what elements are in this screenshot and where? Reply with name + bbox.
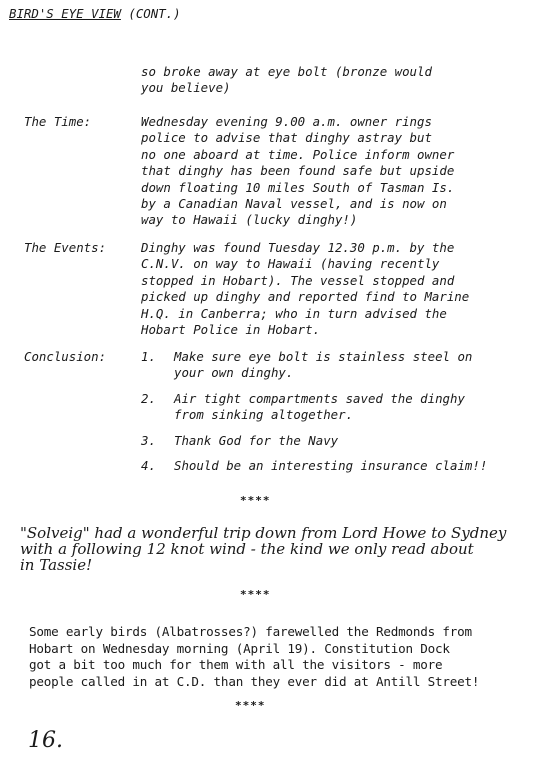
section-separator: **** <box>240 588 271 601</box>
conclusion-list <box>0 349 537 479</box>
birds-line: Hobart on Wednesday morning (April 19). Constitution Dock <box>29 640 450 656</box>
intro-paragraph <box>141 64 521 97</box>
section-separator: **** <box>235 699 266 712</box>
conclusion-item <box>174 458 524 474</box>
solveig-line: in Tassie! <box>20 556 93 574</box>
conclusion-item <box>174 433 524 449</box>
solveig-paragraph <box>20 525 530 573</box>
header-cont: (CONT.) <box>120 6 181 21</box>
conclusion-label: Conclusion: <box>24 349 107 364</box>
conclusion-item <box>174 391 524 424</box>
time-line: Wednesday evening 9.00 a.m. owner rings <box>141 114 432 129</box>
conclusion-number: 2. <box>141 391 156 406</box>
solveig-line: "Solveig" had a wonderful trip down from Lord Howe to Sydney <box>20 524 507 542</box>
page-header <box>9 6 181 22</box>
solveig-line: with a following 12 knot wind - the kind we only read about <box>20 540 474 558</box>
events-line: Dinghy was found Tuesday 12.30 p.m. by the <box>141 240 455 255</box>
birds-paragraph <box>29 624 534 690</box>
events-line: C.N.V. on way to Hawaii (having recently <box>141 256 440 272</box>
conclusion-line: from sinking altogether. <box>174 407 354 423</box>
conclusion-item <box>174 349 524 382</box>
conclusion-number: 1. <box>141 349 156 364</box>
events-line: stopped in Hobart). The vessel stopped and <box>141 272 455 288</box>
intro-line: you believe) <box>141 80 231 96</box>
time-line: police to advise that dinghy astray but <box>141 130 432 146</box>
events-line: H.Q. in Canberra; who in turn advised the <box>141 305 447 321</box>
page-number: 16. <box>28 728 63 753</box>
events-label: The Events: <box>24 240 107 255</box>
conclusion-number: 4. <box>141 458 156 473</box>
time-paragraph <box>141 114 521 229</box>
events-line: picked up dinghy and reported find to Marine <box>141 289 470 305</box>
header-title: BIRD'S EYE VIEW <box>9 6 121 21</box>
conclusion-number: 3. <box>141 433 156 448</box>
birds-line: people called in at C.D. than they ever did at Antill Street! <box>29 673 480 689</box>
section-separator: **** <box>240 494 271 507</box>
time-line: no one aboard at time. Police inform owner <box>141 146 455 162</box>
events-paragraph <box>141 240 521 338</box>
conclusion-line: Thank God for the Navy <box>174 433 339 448</box>
time-line: down floating 10 miles South of Tasman Is. <box>141 179 455 195</box>
events-line: Hobart Police in Hobart. <box>141 322 321 338</box>
conclusion-line: Air tight compartments saved the dinghy <box>174 391 465 406</box>
birds-line: got a bit too much for them with all the visitors - more <box>29 657 443 673</box>
conclusion-line: your own dinghy. <box>174 365 294 381</box>
time-line: by a Canadian Naval vessel, and is now on <box>141 196 447 212</box>
intro-line: so broke away at eye bolt (bronze would <box>141 64 432 79</box>
time-label: The Time: <box>24 114 92 129</box>
conclusion-line: Make sure eye bolt is stainless steel on <box>174 349 473 364</box>
birds-line: Some early birds (Albatrosses?) farewelled the Redmonds from <box>29 624 472 639</box>
time-line: that dinghy has been found safe but upside <box>141 163 455 179</box>
conclusion-line: Should be an interesting insurance claim!! <box>174 458 488 473</box>
time-line: way to Hawaii (lucky dinghy!) <box>141 212 358 228</box>
